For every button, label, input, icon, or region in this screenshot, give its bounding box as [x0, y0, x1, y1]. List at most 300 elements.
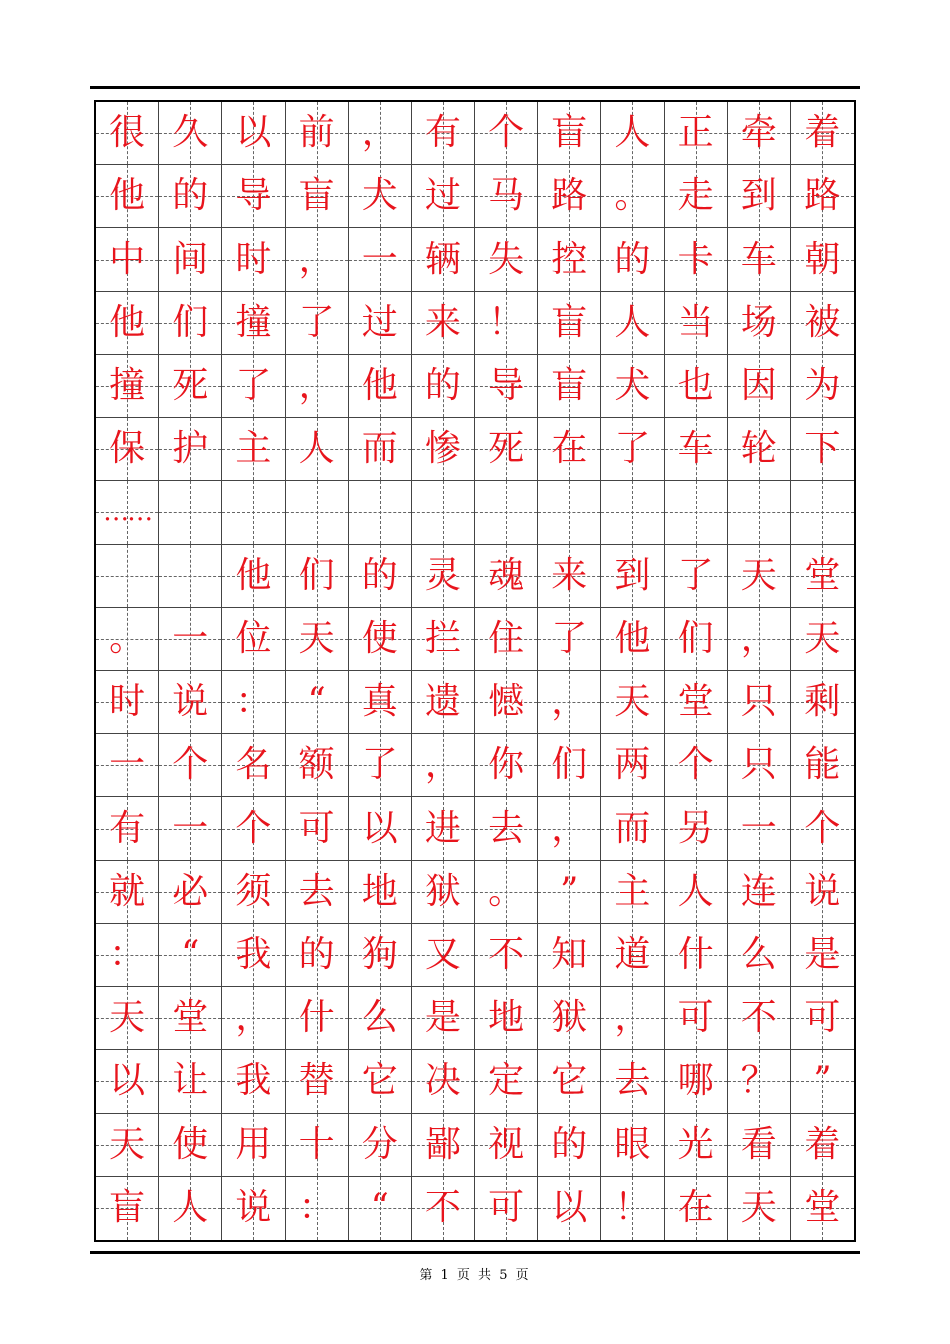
- grid-char: 人: [172, 1187, 209, 1229]
- grid-char: 憾: [488, 681, 525, 723]
- grid-cell: [538, 165, 601, 228]
- grid-cell: [286, 545, 349, 608]
- grid-char: 车: [740, 238, 777, 280]
- grid-char: 进: [424, 807, 461, 849]
- grid-char: 天: [740, 1187, 777, 1229]
- grid-char: 们: [677, 617, 714, 659]
- grid-cell: [159, 987, 222, 1050]
- grid-char: “: [370, 1187, 389, 1229]
- grid-char: 被: [804, 301, 841, 343]
- grid-char: 了: [614, 428, 651, 470]
- grid-cell: [538, 734, 601, 797]
- grid-cell: [538, 797, 601, 860]
- grid-char: 盲: [551, 364, 588, 406]
- grid-char: 时: [109, 681, 146, 723]
- grid-char: 主: [614, 870, 651, 912]
- grid-cell: [475, 355, 538, 418]
- grid-cell: [286, 292, 349, 355]
- grid-char: 说: [804, 870, 841, 912]
- grid-char: 让: [172, 1060, 209, 1102]
- grid-char: 去: [298, 870, 335, 912]
- grid-cell: [665, 987, 728, 1050]
- grid-char: 到: [740, 175, 777, 217]
- grid-char: 只: [740, 744, 777, 786]
- grid-cell: [159, 481, 222, 544]
- grid-char: 天: [109, 997, 146, 1039]
- grid-cell: [601, 102, 664, 165]
- grid-cell: [286, 987, 349, 1050]
- grid-cell: [222, 671, 285, 734]
- grid-char: 朝: [804, 238, 841, 280]
- grid-char: 个: [172, 744, 209, 786]
- grid-cell: [665, 1050, 728, 1113]
- grid-cell: [96, 228, 159, 291]
- grid-cell: [349, 545, 412, 608]
- grid-cell: [349, 355, 412, 418]
- grid-char: 一: [109, 744, 146, 786]
- grid-cell: [412, 418, 475, 481]
- grid-char: 么: [361, 997, 398, 1039]
- grid-char: 时: [235, 238, 272, 280]
- grid-cell: [96, 608, 159, 671]
- grid-cell: [665, 102, 728, 165]
- grid-char: 堂: [804, 1187, 841, 1229]
- grid-char: 路: [551, 175, 588, 217]
- grid-cell: [601, 292, 664, 355]
- grid-cell: [791, 924, 854, 987]
- grid-char: 轮: [740, 428, 777, 470]
- grid-char: 了: [298, 301, 335, 343]
- grid-cell: [538, 1177, 601, 1240]
- grid-char: 真: [361, 681, 398, 723]
- grid-cell: [286, 1114, 349, 1177]
- grid-cell: [349, 165, 412, 228]
- grid-cell: [791, 671, 854, 734]
- grid-char: 天: [614, 681, 651, 723]
- grid-cell: [601, 734, 664, 797]
- grid-cell: [96, 418, 159, 481]
- grid-cell: [601, 418, 664, 481]
- grid-cell: [96, 1114, 159, 1177]
- grid-cell: [286, 228, 349, 291]
- grid-cell: [728, 481, 791, 544]
- grid-char: 失: [488, 238, 525, 280]
- grid-char: 。: [614, 175, 651, 217]
- grid-char: 十: [298, 1123, 335, 1165]
- grid-char: 去: [614, 1060, 651, 1102]
- grid-cell: [159, 102, 222, 165]
- grid-char: 主: [235, 428, 272, 470]
- grid-cell: [475, 608, 538, 671]
- grid-cell: [96, 165, 159, 228]
- grid-char: 有: [424, 112, 461, 154]
- grid-cell: [665, 165, 728, 228]
- grid-cell: [159, 1050, 222, 1113]
- grid-char: 地: [488, 997, 525, 1039]
- grid-char: 可: [298, 807, 335, 849]
- grid-cell: [222, 418, 285, 481]
- grid-char: 一: [172, 617, 209, 659]
- grid-cell: [665, 418, 728, 481]
- grid-cell: [665, 734, 728, 797]
- grid-char: 来: [424, 301, 461, 343]
- grid-cell: [159, 734, 222, 797]
- grid-char: 可: [488, 1187, 525, 1229]
- grid-char: 狱: [551, 997, 588, 1039]
- grid-cell: [286, 165, 349, 228]
- grid-char: 一: [172, 807, 209, 849]
- grid-cell: [475, 671, 538, 734]
- grid-char: 住: [488, 617, 525, 659]
- grid-char: 个: [235, 807, 272, 849]
- grid-char: ，: [614, 997, 651, 1039]
- grid-char: 的: [614, 238, 651, 280]
- grid-char: 另: [677, 807, 714, 849]
- grid-cell: [665, 1114, 728, 1177]
- grid-cell: [728, 608, 791, 671]
- grid-cell: [791, 481, 854, 544]
- grid-cell: [475, 1177, 538, 1240]
- grid-cell: [728, 165, 791, 228]
- grid-cell: [412, 987, 475, 1050]
- grid-cell: [665, 545, 728, 608]
- grid-char: 有: [109, 807, 146, 849]
- grid-cell: [475, 102, 538, 165]
- grid-char: 了: [235, 364, 272, 406]
- grid-cell: [791, 861, 854, 924]
- grid-char: “: [307, 681, 326, 723]
- grid-char: 盲: [109, 1187, 146, 1229]
- grid-cell: [286, 734, 349, 797]
- grid-char: 天: [109, 1123, 146, 1165]
- grid-cell: [538, 1114, 601, 1177]
- grid-char: 须: [235, 870, 272, 912]
- grid-char: 了: [551, 617, 588, 659]
- grid-cell: [286, 924, 349, 987]
- grid-cell: [222, 1114, 285, 1177]
- grid-char: 他: [361, 364, 398, 406]
- grid-cell: [475, 165, 538, 228]
- grid-cell: [601, 797, 664, 860]
- grid-cell: [538, 1050, 601, 1113]
- grid-char: 什: [298, 997, 335, 1039]
- grid-char: 。: [488, 870, 525, 912]
- grid-cell: [601, 608, 664, 671]
- grid-char: 说: [235, 1187, 272, 1229]
- grid-char: 一: [740, 807, 777, 849]
- grid-cell: [349, 418, 412, 481]
- grid-cell: [96, 102, 159, 165]
- grid-char: 导: [235, 175, 272, 217]
- page-footer: 第 1 页 共 5 页: [419, 1268, 531, 1283]
- grid-char: 犬: [614, 364, 651, 406]
- grid-char: ”: [560, 870, 579, 912]
- grid-char: 正: [677, 112, 714, 154]
- grid-char: 过: [424, 175, 461, 217]
- grid-cell: [665, 671, 728, 734]
- grid-char: 是: [424, 997, 461, 1039]
- grid-cell: [791, 1114, 854, 1177]
- grid-char: 位: [235, 617, 272, 659]
- grid-char: 场: [740, 301, 777, 343]
- grid-cell: [538, 481, 601, 544]
- grid-char: 就: [109, 870, 146, 912]
- grid-cell: [159, 861, 222, 924]
- grid-cell: [412, 734, 475, 797]
- grid-char: 一: [361, 238, 398, 280]
- grid-cell: [475, 418, 538, 481]
- grid-cell: [601, 1114, 664, 1177]
- grid-cell: [412, 1050, 475, 1113]
- grid-cell: [286, 1050, 349, 1113]
- grid-char: 卡: [677, 238, 714, 280]
- grid-cell: [349, 671, 412, 734]
- grid-cell: [96, 545, 159, 608]
- grid-char: 个: [804, 807, 841, 849]
- grid-char: 不: [424, 1187, 461, 1229]
- grid-char: 分: [361, 1123, 398, 1165]
- grid-cell: [222, 355, 285, 418]
- grid-cell: [791, 292, 854, 355]
- grid-char: 走: [677, 175, 714, 217]
- grid-char: ，: [298, 364, 335, 406]
- grid-char: 盲: [551, 301, 588, 343]
- grid-cell: [728, 355, 791, 418]
- grid-cell: [665, 1177, 728, 1240]
- grid-char: 可: [677, 997, 714, 1039]
- grid-char: 间: [172, 238, 209, 280]
- grid-cell: [159, 165, 222, 228]
- grid-char: 前: [298, 112, 335, 154]
- grid-cell: [349, 102, 412, 165]
- grid-cell: [601, 481, 664, 544]
- grid-cell: [538, 228, 601, 291]
- grid-char: 道: [614, 933, 651, 975]
- grid-char: 着: [804, 1123, 841, 1165]
- grid-char: 为: [804, 364, 841, 406]
- grid-cell: [286, 102, 349, 165]
- grid-cell: [159, 608, 222, 671]
- grid-char: 用: [235, 1123, 272, 1165]
- grid-cell: [728, 861, 791, 924]
- grid-cell: [412, 481, 475, 544]
- grid-char: 以: [361, 807, 398, 849]
- grid-char: 我: [235, 1060, 272, 1102]
- grid-char: 盲: [298, 175, 335, 217]
- grid-cell: [222, 292, 285, 355]
- grid-char: 因: [740, 364, 777, 406]
- grid-cell: [222, 228, 285, 291]
- grid-char: 他: [235, 554, 272, 596]
- grid-char: 控: [551, 238, 588, 280]
- grid-cell: [286, 608, 349, 671]
- grid-char: 马: [488, 175, 525, 217]
- grid-char: 以: [551, 1187, 588, 1229]
- grid-cell: [286, 418, 349, 481]
- grid-char: 着: [804, 112, 841, 154]
- grid-cell: [475, 797, 538, 860]
- grid-char: 它: [361, 1060, 398, 1102]
- grid-cell: [475, 228, 538, 291]
- grid-cell: [222, 102, 285, 165]
- grid-cell: [349, 987, 412, 1050]
- grid-char: ，: [551, 807, 588, 849]
- grid-char: 狗: [361, 933, 398, 975]
- grid-cell: [728, 987, 791, 1050]
- grid-char: 死: [488, 428, 525, 470]
- grid-char: 不: [488, 933, 525, 975]
- grid-char: ，: [551, 681, 588, 723]
- grid-cell: [601, 924, 664, 987]
- grid-cells: [96, 102, 854, 1240]
- grid-char: 可: [804, 997, 841, 1039]
- grid-char: 使: [361, 617, 398, 659]
- grid-char: 灵: [424, 554, 461, 596]
- grid-char: 他: [109, 301, 146, 343]
- grid-char: 哪: [677, 1060, 714, 1102]
- grid-cell: [349, 481, 412, 544]
- grid-char: 护: [172, 428, 209, 470]
- grid-char: ，: [740, 617, 777, 659]
- grid-cell: [791, 1177, 854, 1240]
- grid-cell: [159, 228, 222, 291]
- grid-char: 么: [740, 933, 777, 975]
- grid-cell: [96, 987, 159, 1050]
- grid-char: 撞: [235, 301, 272, 343]
- grid-cell: [96, 734, 159, 797]
- grid-char: 你: [488, 744, 525, 786]
- grid-cell: [412, 608, 475, 671]
- grid-cell: [475, 1114, 538, 1177]
- grid-cell: [538, 292, 601, 355]
- grid-cell: [222, 861, 285, 924]
- grid-char: 死: [172, 364, 209, 406]
- grid-cell: [412, 165, 475, 228]
- grid-char: 很: [109, 112, 146, 154]
- grid-cell: [412, 797, 475, 860]
- grid-char: 牵: [740, 112, 777, 154]
- grid-char: ？: [740, 1060, 777, 1102]
- grid-char: 他: [109, 175, 146, 217]
- grid-char: 能: [804, 744, 841, 786]
- grid-cell: [222, 608, 285, 671]
- grid-char: 只: [740, 681, 777, 723]
- grid-cell: [475, 924, 538, 987]
- grid-char: 看: [740, 1123, 777, 1165]
- grid-char: 眼: [614, 1123, 651, 1165]
- grid-char: 人: [614, 301, 651, 343]
- grid-cell: [349, 1177, 412, 1240]
- grid-cell: [222, 734, 285, 797]
- grid-cell: [412, 1114, 475, 1177]
- grid-cell: [538, 545, 601, 608]
- grid-char: 替: [298, 1060, 335, 1102]
- grid-cell: [601, 1050, 664, 1113]
- grid-cell: [159, 418, 222, 481]
- grid-cell: [475, 545, 538, 608]
- grid-char: 犬: [361, 175, 398, 217]
- grid-cell: [475, 987, 538, 1050]
- grid-cell: [412, 861, 475, 924]
- grid-cell: [791, 1050, 854, 1113]
- grid-cell: [728, 797, 791, 860]
- grid-cell: [349, 1114, 412, 1177]
- grid-cell: [601, 861, 664, 924]
- grid-char: 车: [677, 428, 714, 470]
- grid-cell: [728, 418, 791, 481]
- grid-char: 惨: [424, 428, 461, 470]
- grid-char: ！: [614, 1187, 651, 1229]
- grid-char: 以: [109, 1060, 146, 1102]
- grid-cell: [96, 797, 159, 860]
- grid-cell: [791, 102, 854, 165]
- grid-char: 它: [551, 1060, 588, 1102]
- grid-cell: [538, 608, 601, 671]
- grid-char: 久: [172, 112, 209, 154]
- grid-cell: [159, 1114, 222, 1177]
- grid-cell: [665, 292, 728, 355]
- grid-cell: [286, 861, 349, 924]
- grid-char: 的: [551, 1123, 588, 1165]
- grid-cell: [96, 355, 159, 418]
- grid-cell: [538, 861, 601, 924]
- grid-char: 狱: [424, 870, 461, 912]
- grid-cell: [159, 545, 222, 608]
- grid-cell: [601, 545, 664, 608]
- grid-cell: [665, 355, 728, 418]
- grid-char: 定: [488, 1060, 525, 1102]
- grid-char: 过: [361, 301, 398, 343]
- grid-char: 天: [804, 617, 841, 659]
- grid-char: 以: [235, 112, 272, 154]
- grid-char: 堂: [677, 681, 714, 723]
- grid-char: ！: [488, 301, 525, 343]
- grid-char: 辆: [424, 238, 461, 280]
- grid-char: 名: [235, 744, 272, 786]
- grid-cell: [791, 987, 854, 1050]
- grid-cell: [96, 1050, 159, 1113]
- grid-char: ，: [298, 238, 335, 280]
- grid-cell: [665, 608, 728, 671]
- grid-char: 的: [298, 933, 335, 975]
- grid-char: “: [181, 933, 200, 975]
- grid-cell: [349, 734, 412, 797]
- grid-cell: [349, 861, 412, 924]
- grid-cell: [222, 1050, 285, 1113]
- grid-char: 人: [677, 870, 714, 912]
- grid-cell: [791, 165, 854, 228]
- grid-cell: [538, 987, 601, 1050]
- grid-char: 人: [614, 112, 651, 154]
- top-rule: [90, 86, 860, 89]
- grid-char: 光: [677, 1123, 714, 1165]
- grid-cell: [412, 1177, 475, 1240]
- grid-char: 了: [677, 554, 714, 596]
- grid-cell: [538, 924, 601, 987]
- grid-cell: [412, 671, 475, 734]
- grid-char: 。: [109, 617, 146, 659]
- grid-char: 鄙: [424, 1123, 461, 1165]
- grid-char: ：: [109, 933, 146, 975]
- grid-char: 保: [109, 428, 146, 470]
- grid-cell: [349, 608, 412, 671]
- grid-cell: [791, 734, 854, 797]
- grid-cell: [349, 1050, 412, 1113]
- grid-cell: [538, 355, 601, 418]
- grid-char: 又: [424, 933, 461, 975]
- grid-char: 必: [172, 870, 209, 912]
- grid-cell: [475, 861, 538, 924]
